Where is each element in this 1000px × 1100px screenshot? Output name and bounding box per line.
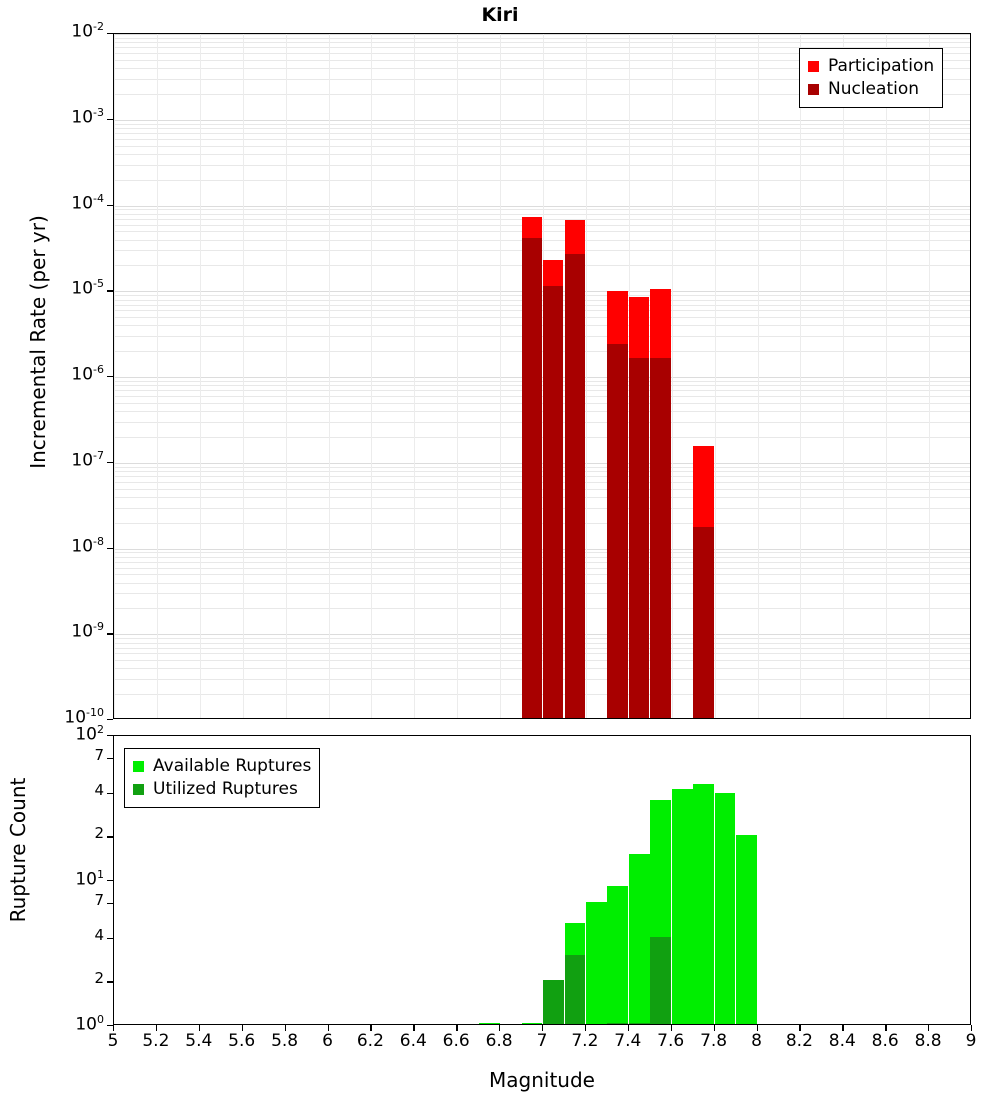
x-tick-label: 7.4 [614, 1031, 642, 1051]
x-tick-mark [885, 1025, 886, 1031]
x-tick-label: 5.6 [228, 1031, 256, 1051]
x-tick-mark [842, 1025, 843, 1031]
legend-rupture-count [124, 748, 320, 808]
legend-swatch-participation [808, 61, 819, 72]
x-tick-label: 7.8 [700, 1031, 728, 1051]
x-tick-label: 8.8 [914, 1031, 942, 1051]
x-axis-label: Magnitude [489, 1068, 595, 1092]
y-tick-label: $10^{-2}$ [71, 20, 104, 42]
y-tick-label: $10^{-10}$ [64, 706, 104, 728]
bar-available-ruptures [693, 784, 714, 1024]
x-tick-label: 5 [107, 1031, 119, 1051]
y-tick-label: $10^{-8}$ [71, 534, 104, 557]
x-tick-mark [628, 1025, 629, 1031]
x-tick-label: 5.4 [185, 1031, 213, 1051]
y-tick-mark [107, 376, 113, 377]
x-tick-mark [671, 1025, 672, 1031]
x-tick-label: 7.2 [571, 1031, 599, 1051]
y-tick-mark [107, 119, 113, 120]
bar-nucleation [629, 358, 649, 719]
x-tick-mark [585, 1025, 586, 1031]
bar-nucleation [522, 238, 542, 718]
bars-incremental-rate [114, 34, 970, 718]
legend-label-available: Available Ruptures [153, 756, 312, 776]
bar-nucleation [650, 358, 670, 719]
y-tick-label: 2 [94, 824, 104, 843]
bar-available-ruptures [672, 789, 693, 1024]
legend-swatch-available [133, 761, 144, 772]
page-title: Kiri [481, 4, 519, 26]
x-tick-label: 7.6 [657, 1031, 685, 1051]
y-tick-mark [107, 719, 113, 720]
incremental-rate-plot-area [113, 33, 971, 719]
y-tick-label: $10^2$ [75, 723, 104, 745]
y-tick-label: $10^{-6}$ [71, 363, 104, 385]
bar-nucleation [565, 254, 585, 718]
bar-nucleation [607, 344, 627, 718]
bar-utilized-ruptures [565, 955, 586, 1024]
y-tick-mark [107, 880, 113, 881]
x-tick-label: 7 [536, 1031, 548, 1051]
y-tick-mark [107, 633, 113, 634]
legend-swatch-utilized [133, 784, 144, 795]
y-tick-label: 4 [94, 780, 104, 799]
legend-item-utilized-ruptures [133, 778, 311, 801]
y-tick-mark [107, 903, 113, 904]
bar-available-ruptures [629, 854, 650, 1025]
x-tick-label: 9 [965, 1031, 977, 1051]
bar-available-ruptures [715, 793, 736, 1024]
x-tick-label: 6 [322, 1031, 333, 1051]
bar-nucleation [543, 286, 563, 718]
y-tick-label: $10^1$ [75, 868, 104, 890]
y-tick-mark [107, 462, 113, 463]
x-tick-mark [456, 1025, 457, 1031]
x-tick-label: 8.4 [828, 1031, 856, 1051]
y-axis-label-top: Incremental Rate (per yr) [26, 215, 50, 469]
x-tick-label: 6.4 [399, 1031, 427, 1051]
x-tick-mark [542, 1025, 543, 1031]
y-tick-label: $10^{-5}$ [71, 277, 104, 299]
x-tick-label: 5.8 [271, 1031, 299, 1051]
y-tick-mark [107, 33, 113, 34]
y-tick-label: $10^{-7}$ [71, 448, 104, 471]
legend-swatch-nucleation [808, 84, 819, 95]
y-tick-label: 7 [94, 745, 104, 764]
x-tick-label: 8 [751, 1031, 762, 1051]
y-tick-mark [107, 836, 113, 837]
x-tick-mark [285, 1025, 286, 1031]
x-tick-mark [328, 1025, 329, 1031]
legend-item-participation [808, 55, 934, 78]
bar-available-ruptures [479, 1023, 500, 1024]
bar-nucleation [693, 527, 713, 718]
x-tick-label: 6.6 [442, 1031, 470, 1051]
y-tick-mark [107, 548, 113, 549]
legend-item-nucleation [808, 78, 934, 101]
x-tick-label: 5.2 [142, 1031, 170, 1051]
y-tick-label: 7 [94, 890, 104, 909]
legend-label-utilized: Utilized Ruptures [153, 779, 298, 799]
x-tick-mark [199, 1025, 200, 1031]
x-tick-mark [413, 1025, 414, 1031]
bar-utilized-ruptures [650, 937, 671, 1024]
x-tick-mark [971, 1025, 972, 1031]
bar-available-ruptures [586, 902, 607, 1025]
y-tick-mark [107, 981, 113, 982]
y-tick-label: 2 [94, 969, 104, 988]
x-tick-mark [156, 1025, 157, 1031]
y-tick-label: $10^{-3}$ [71, 105, 104, 128]
x-tick-mark [928, 1025, 929, 1031]
y-axis-label-bottom: Rupture Count [6, 777, 30, 923]
x-tick-label: 6.8 [485, 1031, 513, 1051]
y-tick-mark [107, 938, 113, 939]
x-tick-mark [370, 1025, 371, 1031]
y-tick-label: $10^{-9}$ [71, 620, 104, 642]
y-tick-mark [107, 735, 113, 736]
bar-utilized-ruptures [543, 980, 564, 1024]
y-tick-mark [107, 290, 113, 291]
bar-utilized-ruptures [629, 1023, 650, 1024]
bar-available-ruptures [736, 923, 757, 1024]
bar-available-ruptures [522, 1023, 543, 1024]
legend-label-nucleation: Nucleation [828, 79, 920, 99]
legend-label-participation: Participation [828, 56, 935, 76]
x-tick-mark [714, 1025, 715, 1031]
y-tick-label: 4 [94, 925, 104, 944]
x-tick-label: 8.2 [785, 1031, 813, 1051]
y-tick-mark [107, 793, 113, 794]
x-tick-label: 6.2 [356, 1031, 384, 1051]
bar-utilized-ruptures [607, 1023, 628, 1024]
x-tick-mark [113, 1025, 114, 1031]
legend-item-available-ruptures [133, 755, 311, 778]
y-tick-label: $10^0$ [75, 1013, 104, 1035]
y-tick-mark [107, 758, 113, 759]
x-tick-mark [242, 1025, 243, 1031]
x-tick-mark [799, 1025, 800, 1031]
y-tick-label: $10^{-4}$ [71, 191, 104, 214]
y-tick-mark [107, 205, 113, 206]
x-tick-mark [757, 1025, 758, 1031]
x-tick-mark [499, 1025, 500, 1031]
x-tick-label: 8.6 [871, 1031, 899, 1051]
bar-available-ruptures [607, 886, 628, 1024]
legend-incremental-rate [799, 48, 943, 108]
